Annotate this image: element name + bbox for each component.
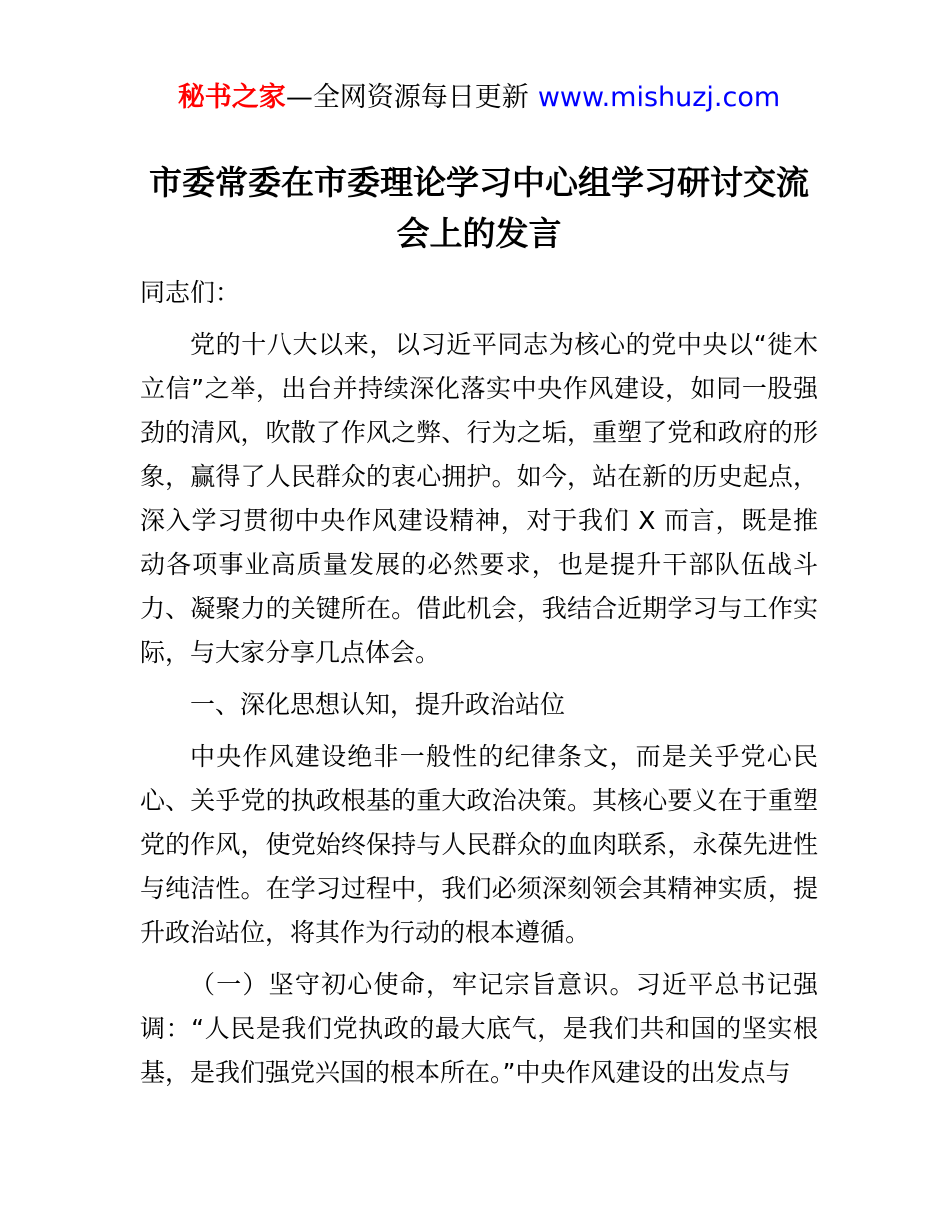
site-name: 秘书之家 bbox=[177, 82, 286, 113]
site-header bbox=[140, 78, 818, 117]
site-tagline: —全网资源每日更新 bbox=[285, 82, 529, 113]
paragraph-subsection-1-1: （一）坚守初心使命，牢记宗旨意识。习近平总书记强调：“人民是我们党执政的最大底气，是我们共和国的坚实根基，是我们强党兴国的根本所在。”中央作风建设的出发点与 bbox=[140, 970, 818, 1088]
paragraph-section-1-body: 中央作风建设绝非一般性的纪律条文，而是关乎党心民心、关乎党的执政根基的重大政治决策。其核心要义在于重塑党的作风，使党始终保持与人民群众的血肉联系，永葆先进性与纯洁性。在学习过程中，我们必须深刻领会其精神实质，提升政治站位，将其作为行动的根本遵循。 bbox=[140, 742, 818, 948]
salutation: 同志们： bbox=[140, 278, 241, 308]
document-title: 市委常委在市委理论学习中心组学习研讨交流会上的发言 bbox=[149, 163, 809, 254]
paragraph-introduction: 党的十八大以来，以习近平同志为核心的党中央以“徙木立信”之举，出台并持续深化落实中央作风建设，如同一股强劲的清风，吹散了作风之弊、行为之垢，重塑了党和政府的形象，赢得了人民群众的衷心拥护。如今，站在新的历史起点，深入学习贯彻中央作风建设精神，对于我们 X 而言，既是推动各项事业高质量发展的必然要求，也是提升干部队伍战斗力、凝聚力的关键所在。借此机会，我结合近期学习与工作实际，与大家分享几点体会。 bbox=[140, 330, 818, 668]
section-heading-1: 一、深化思想认知，提升政治站位 bbox=[190, 690, 566, 720]
site-url-link[interactable]: www.mishuzj.com bbox=[537, 82, 781, 113]
